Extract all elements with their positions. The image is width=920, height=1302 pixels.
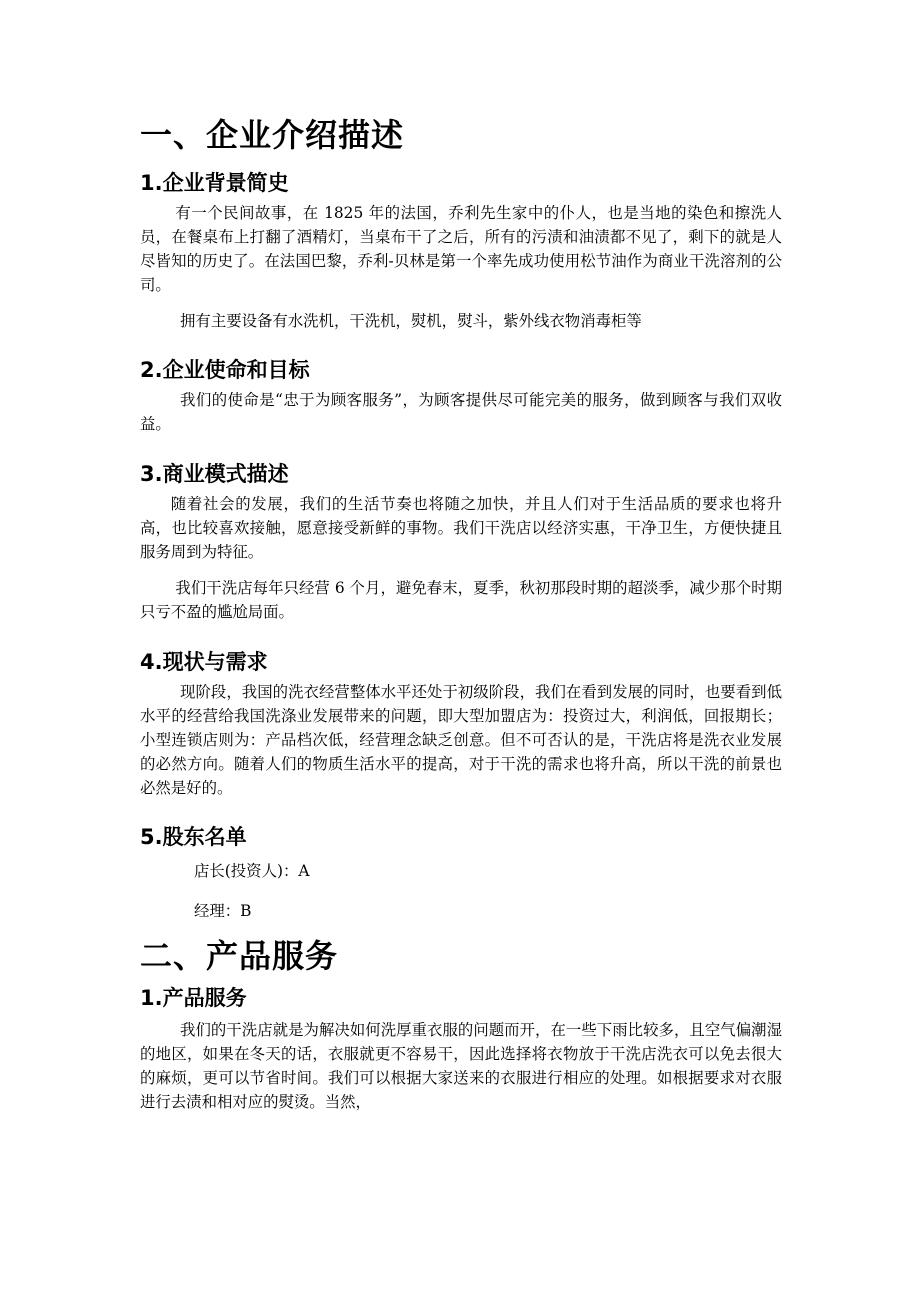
paragraph: 我们干洗店每年只经营 6 个月，避免春末，夏季，秋初那段时期的超淡季，减少那个时期只亏不盈的尴尬局面。 — [140, 579, 782, 621]
section-title: 二、产品服务 — [140, 937, 339, 975]
paragraph: 有一个民间故事，在 1825 年的法国，乔利先生家中的仆人，也是当地的染色和擦洗人员，在餐桌布上打翻了酒精灯，当桌布干了之后，所有的污渍和油渍都不见了，剩下的就是人尽皆知的历史了。在法国巴黎，乔利-贝林是第一个率先成功使用松节油作为商业干洗溶剂的公司。 — [140, 204, 782, 294]
section-heading: 2.企业使命和目标 — [140, 358, 310, 382]
paragraph: 拥有主要设备有水洗机，干洗机，熨机，熨斗，紫外线衣物消毒柜等 — [180, 312, 642, 330]
paragraph: 我们的使命是“忠于为顾客服务”，为顾客提供尽可能完美的服务，做到顾客与我们双收益。 — [140, 391, 782, 433]
section-heading: 3.商业模式描述 — [140, 462, 289, 486]
shareholder-line: 经理：B — [194, 902, 252, 920]
section-title: 一、企业介绍描述 — [140, 116, 405, 154]
section-heading: 1.产品服务 — [140, 986, 247, 1010]
shareholder-line: 店长(投资人)：A — [194, 862, 310, 880]
paragraph: 现阶段，我国的洗衣经营整体水平还处于初级阶段，我们在看到发展的同时，也要看到低水平的经营给我国洗涤业发展带来的问题，即大型加盟店为：投资过大，利润低，回报期长；小型连锁店则为：产品档次低，经营理念缺乏创意。但不可否认的是，干洗店将是洗衣业发展的必然方向。随着人们的物质生活水平的提高，对于干洗的需求也将升高，所以干洗的前景也必然是好的。 — [140, 683, 782, 797]
section-heading: 4.现状与需求 — [140, 650, 268, 674]
section-heading: 5.股东名单 — [140, 825, 247, 849]
document-page — [140, 112, 782, 1114]
paragraph: 随着社会的发展，我们的生活节奏也将随之加快，并且人们对于生活品质的要求也将升高，也比较喜欢接触，愿意接受新鲜的事物。我们干洗店以经济实惠，干净卫生，方便快捷且服务周到为特征。 — [140, 495, 782, 561]
paragraph: 我们的干洗店就是为解决如何洗厚重衣服的问题而开，在一些下雨比较多，且空气偏潮湿的地区，如果在冬天的话，衣服就更不容易干，因此选择将衣物放于干洗店洗衣可以免去很大的麻烦，更可以节省时间。我们可以根据大家送来的衣服进行相应的处理。如根据要求对衣服进行去渍和相对应的熨烫。当然， — [140, 1021, 782, 1111]
section-heading: 1.企业背景简史 — [140, 171, 289, 195]
